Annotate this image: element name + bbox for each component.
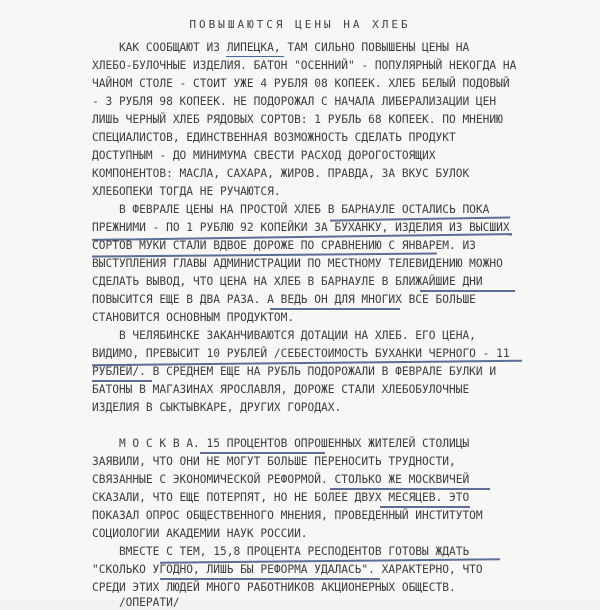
text-line: В ЧЕЛЯБИНСКЕ ЗАКАНЧИВАЮТСЯ ДОТАЦИИ НА ХЛЕБ. ЕГО ЦЕНА, (92, 329, 476, 342)
text-line: ИЗДЕЛИЯ В СЫКТЫВКАРЕ, ДРУГИХ ГОРОДАХ. (92, 401, 342, 414)
text-line: ВМЕСТЕ С ТЕМ, 15,8 ПРОЦЕНТА РЕСПОДЕНТОВ ГОТОВЫ ЖДАТЬ (92, 545, 470, 558)
text-line: СТАНОВИТСЯ ОСНОВНЫМ ПРОДУКТОМ. (92, 311, 295, 324)
text-line: РУБЛЕЙ/. В СРЕДНЕМ ЕЩЕ НА РУБЛЬ ПОДОРОЖАЛИ В ФЕВРАЛЕ БУЛКИ И (92, 365, 497, 378)
text-line: ХЛЕБО-БУЛОЧНЫЕ ИЗДЕЛИЯ. БАТОН "ОСЕННИЙ" - ПОПУЛЯРНЫЙ НЕКОГДА НА (92, 59, 517, 72)
text-line: СДЕЛАТЬ ВЫВОД, ЧТО ЦЕНА НА ХЛЕБ В БАРНАУЛЕ В БЛИЖАЙШИЕ ДНИ (92, 275, 483, 288)
document-title: ПОВЫШАЮТСЯ ЦЕНЫ НА ХЛЕБ (189, 18, 411, 31)
text-line: В ФЕВРАЛЕ ЦЕНЫ НА ПРОСТОЙ ХЛЕБ В БАРНАУЛЕ ОСТАЛИСЬ ПОКА (92, 203, 490, 216)
text-line: СОРТОВ МУКИ СТАЛИ ВДВОЕ ДОРОЖЕ ПО СРАВНЕНИЮ С ЯНВАРЕМ. ИЗ (92, 239, 476, 252)
pen-underline (380, 506, 470, 508)
text-line: /ОПЕРАТИ/ (92, 596, 180, 609)
text-line: ПОВЫСИТСЯ ЕЩЕ В ДВА РАЗА. А ВЕДЬ ОН ДЛЯ МНОГИХ ВСЕ БОЛЬШЕ (92, 293, 476, 306)
pen-underline (420, 290, 515, 292)
text-line: ДОСТУПНЫМ - ДО МИНИМУМА СВЕСТИ РАСХОД ДОРОГОСТОЯЩИХ (92, 149, 436, 162)
text-line: СОЦИОЛОГИИ АКАДЕМИИ НАУК РОССИИ. (92, 527, 308, 540)
text-line: ВЫСТУПЛЕНИЯ ГЛАВЫ АДМИНИСТРАЦИИ ПО МЕСТНОМУ ТЕЛЕВИДЕНИЮ МОЖНО (92, 257, 503, 270)
text-line: М О С К В А. 15 ПРОЦЕНТОВ ОПРОШЕННЫХ ЖИТЕЛЕЙ СТОЛИЦЫ (92, 437, 470, 450)
text-line: ЧАЙНОМ СТОЛЕ - СТОИТ УЖЕ 4 РУБЛЯ 08 КОПЕЕК. ХЛЕБ БЕЛЫЙ ПОДОВЫЙ (92, 77, 510, 90)
pen-underline (200, 452, 325, 454)
text-line: ПОКАЗАЛ ОПРОС ОБЩЕСТВЕННОГО МНЕНИЯ, ПРОВЕДЕННЫЙ ИНСТИТУТОМ (92, 509, 483, 522)
pen-underline (92, 380, 152, 382)
pen-underline (160, 578, 380, 580)
text-line: БАТОНЫ В МАГАЗИНАХ ЯРОСЛАВЛЯ, ДОРОЖЕ СТАЛИ ХЛЕБОБУЛОЧНЫЕ (92, 383, 470, 396)
text-line: ЗАЯВИЛИ, ЧТО ОНИ НЕ МОГУТ БОЛЬШЕ ПЕРЕНОСИТЬ ТРУДНОСТИ, (92, 455, 456, 468)
pen-underline (330, 488, 490, 490)
text-line: СРЕДИ ЭТИХ ЛЮДЕЙ МНОГО РАБОТНИКОВ АКЦИОНЕРНЫХ ОБЩЕСТВ. (92, 581, 456, 594)
text-line: СВЯЗАННЫЕ С ЭКОНОМИЧЕСКОЙ РЕФОРМОЙ. СТОЛЬКО ЖЕ МОСКВИЧЕЙ (92, 473, 470, 486)
text-line: ЛИШЬ ЧЕРНЫЙ ХЛЕБ РЯДОВЫХ СОРТОВ: 1 РУБЛЬ 68 КОПЕЕК. ПО МНЕНИЮ (92, 113, 503, 126)
text-line: СКАЗАЛИ, ЧТО ЕЩЕ ПОТЕРПЯТ, НО НЕ БОЛЕЕ ДВУХ МЕСЯЦЕВ. ЭТО (92, 491, 470, 504)
text-line: "СКОЛЬКО УГОДНО, ЛИШЬ БЫ РЕФОРМА УДАЛАСЬ". ХАРАКТЕРНО, ЧТО (92, 563, 483, 576)
text-line: КОМПОНЕНТОВ: МАСЛА, САХАРА, ЖИРОВ. ПРАВДА, ЗА ВКУС БУЛОК (92, 167, 470, 180)
text-line: ВИДИМО, ПРЕВЫСИТ 10 РУБЛЕЙ /СЕБЕСТОИМОСТЬ БУХАНКИ ЧЕРНОГО - 11 (92, 347, 510, 360)
text-line: ПРЕЖНИМИ - ПО 1 РУБЛЮ 92 КОПЕЙКИ ЗА БУХАНКУ, ИЗДЕЛИЯ ИЗ ВЫСШИХ (92, 221, 510, 234)
text-line: КАК СООБЩАЮТ ИЗ ЛИПЕЦКА, ТАМ СИЛЬНО ПОВЫШЕНЫ ЦЕНЫ НА (92, 41, 470, 54)
text-line: - 3 РУБЛЯ 98 КОПЕЕК. НЕ ПОДОРОЖАЛ С НАЧАЛА ЛИБЕРАЛИЗАЦИИ ЦЕН (92, 95, 497, 108)
text-line: ХЛЕБОПЕКИ ТОГДА НЕ РУЧАЮТСЯ. (92, 185, 281, 198)
pen-underline (226, 56, 284, 57)
pen-underline (270, 308, 400, 310)
text-line: СПЕЦИАЛИСТОВ, ЕДИНСТВЕННАЯ ВОЗМОЖНОСТЬ СДЕЛАТЬ ПРОДУКТ (92, 131, 456, 144)
